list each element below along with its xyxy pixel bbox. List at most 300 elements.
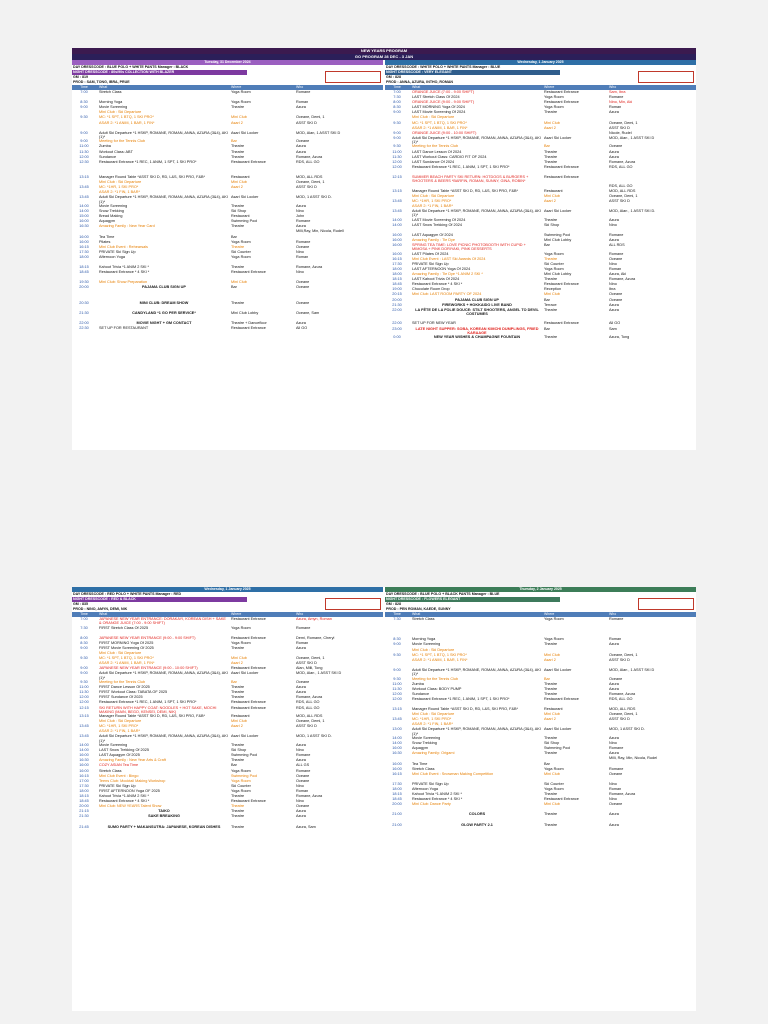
row-where: Theatre bbox=[231, 695, 245, 700]
row-where: Restaurant Entrance bbox=[544, 321, 579, 326]
row-time: 8:00 bbox=[393, 100, 401, 105]
schedule-row bbox=[72, 825, 383, 830]
row-time: 8:30 bbox=[393, 105, 401, 110]
row-time: 11:30 bbox=[392, 686, 402, 691]
day-schedule bbox=[385, 60, 696, 340]
row-where: Swimming Pool bbox=[231, 773, 258, 778]
row-time: 12:00 bbox=[392, 164, 402, 169]
day-dresscode: DAY DRESSCODE : WHITE POLO + WHITE PANTS Manager : BLUE bbox=[386, 65, 501, 69]
row-who: Azura, Amyn, Roman bbox=[296, 617, 332, 621]
row-who: ASST SKI D bbox=[609, 198, 630, 203]
row-who: MOD, 1 ASST SKI D. bbox=[609, 727, 645, 732]
row-time: 19:30 bbox=[79, 280, 89, 285]
row-what: MOVIE NIGHT + GM CONTACT bbox=[136, 321, 192, 326]
row-who: Romane bbox=[296, 753, 311, 758]
row-where: Theatre bbox=[231, 144, 245, 149]
row-what: Amazing Family: Origami bbox=[412, 751, 455, 756]
row-time: 14:00 bbox=[392, 222, 402, 227]
row-where: Mini Club Lobby bbox=[544, 272, 572, 277]
row-where: Yoga Room bbox=[231, 254, 251, 259]
row-time: 18:15 bbox=[392, 792, 402, 797]
row-what: PRIVATE Ski Sign Up bbox=[99, 783, 136, 788]
row-time: 13:15 bbox=[392, 188, 402, 193]
row-time: 18:15 bbox=[79, 794, 89, 798]
row-who: ASST SKI D bbox=[609, 717, 630, 722]
row-time: 18:00 bbox=[392, 267, 402, 271]
row-where: Theatre bbox=[544, 217, 558, 222]
row-what: MC: *1 SPT, 1 BTQ, 1 SKI PRO* bbox=[412, 652, 467, 657]
notes-box bbox=[325, 71, 381, 83]
row-what: Stretch Class bbox=[412, 617, 435, 621]
row-where: Theatre bbox=[231, 824, 245, 829]
row-where: Asari 2 bbox=[544, 717, 556, 722]
row-what: FIRST Movie Screening Of 2025 bbox=[99, 645, 154, 650]
row-time: 21:30 bbox=[79, 814, 89, 819]
row-who: Nino bbox=[609, 797, 617, 802]
row-what: JAPANESE NEW YEAR ENTRANCE (9:00 - 9:00 SHIFT) bbox=[99, 635, 196, 640]
row-who: Roman bbox=[296, 100, 309, 105]
row-where: Theatre bbox=[544, 256, 558, 261]
row-who: Azura bbox=[609, 822, 619, 827]
row-time: 16:00 bbox=[392, 746, 402, 751]
row-what: Amazing Family : New Year Arts & Craft bbox=[99, 758, 166, 763]
row-what: Morning Yoga bbox=[412, 637, 436, 642]
row-where: Yoga Room bbox=[231, 100, 251, 105]
row-who: Romane bbox=[296, 625, 311, 630]
row-time: 23:00 bbox=[392, 326, 402, 331]
row-who: Nino, Min, Aki bbox=[609, 100, 633, 105]
row-what: Zumba bbox=[412, 681, 424, 686]
column-header-where: Where bbox=[544, 85, 555, 89]
row-time: 9:00 bbox=[80, 671, 88, 676]
row-where: Asari 2 bbox=[544, 125, 556, 130]
row-time: 9:30 bbox=[80, 656, 88, 661]
row-where: Restaurant Entrance bbox=[231, 700, 266, 705]
row-who: MOD, ALL RDS bbox=[296, 175, 323, 179]
row-time: 18:15 bbox=[392, 277, 402, 282]
row-what: ORANGE JUICE (9:00 - 9:00 SHIFT) bbox=[412, 100, 475, 105]
row-what: Restaurant Entrance * 4 SKI * bbox=[99, 270, 150, 275]
row-who: Oceane bbox=[296, 680, 310, 685]
row-who: Romane bbox=[609, 251, 624, 256]
row-what: Mini Club: NEW YEARS Talent Show bbox=[99, 804, 162, 809]
row-where: Theatre bbox=[231, 758, 245, 763]
row-what: ASAR 2: *1 FIN, 1 BAR* bbox=[99, 190, 140, 195]
row-time: 13:45 bbox=[392, 198, 402, 203]
row-who: Nino bbox=[296, 799, 304, 804]
row-who: MOD, Alan , 1 ASST SKI D bbox=[296, 671, 342, 676]
row-what: SET UP FOR NEW YEAR bbox=[412, 321, 456, 326]
notes-box bbox=[638, 71, 694, 83]
row-time: 20:00 bbox=[79, 804, 89, 809]
row-where: Theatre + Dancefloor bbox=[231, 321, 267, 326]
row-time: 13:45 bbox=[392, 209, 402, 214]
row-where: Asari 2 bbox=[231, 120, 243, 125]
row-what: Stretch Class bbox=[99, 90, 122, 94]
row-what: LAST Snow Trekking Of 2025 bbox=[99, 748, 149, 753]
row-where: Restaurant bbox=[231, 214, 250, 219]
row-time: 16:00 bbox=[79, 239, 89, 244]
row-what: LAST AFTERNOON Yoga Of 2024 bbox=[412, 267, 471, 271]
row-time: 14:00 bbox=[392, 217, 402, 222]
row-where: Mini Club bbox=[231, 719, 247, 724]
row-who: Azura bbox=[609, 217, 619, 222]
row-who: Nicole, Rudel bbox=[609, 130, 632, 135]
row-time: 12:00 bbox=[392, 696, 402, 701]
row-time: 13:00 bbox=[392, 727, 402, 732]
day-header: Wednesday, 1 January 2025 bbox=[385, 60, 696, 65]
night-dresscode: NIGHT DRESSCODE : 80s/90s COLLECTION WITH BLAZER bbox=[72, 70, 247, 75]
row-who: Azura bbox=[609, 110, 619, 115]
row-where: Bar bbox=[544, 297, 550, 302]
row-who: Romane, Azura bbox=[296, 154, 323, 159]
row-time: 11:00 bbox=[79, 685, 89, 690]
row-where: Restaurant Entrance bbox=[231, 666, 266, 671]
column-header-what: What bbox=[412, 612, 421, 616]
row-where: Theatre bbox=[231, 244, 245, 249]
column-header-who: Who bbox=[609, 85, 617, 89]
row-where: Bar bbox=[231, 285, 237, 290]
row-who: Alan, Milli, Tong bbox=[296, 666, 323, 671]
row-where: Ski Counter bbox=[231, 249, 251, 254]
row-what: Mini Club: Dance Party bbox=[412, 802, 451, 807]
row-time: 12:15 bbox=[392, 175, 402, 179]
row-who: Oceane bbox=[609, 144, 623, 149]
row-who: Oceane bbox=[609, 771, 623, 776]
row-where: Theatre bbox=[544, 642, 558, 647]
row-time: 14:00 bbox=[79, 743, 89, 748]
row-who: Azura bbox=[296, 690, 306, 695]
row-where: Theatre bbox=[544, 686, 558, 691]
row-what: LAST MORNING Yoga Of 2024 bbox=[412, 105, 465, 110]
row-time: 11:00 bbox=[392, 681, 402, 686]
row-who: Romane, Azura bbox=[296, 265, 323, 270]
row-time: 13:45 bbox=[79, 724, 89, 729]
row-where: Theatre bbox=[231, 685, 245, 690]
column-header-who: Who bbox=[609, 612, 617, 616]
row-where: Yoga Room bbox=[544, 95, 564, 100]
row-who: MOD, Alan, 1 ASST SKI D bbox=[296, 130, 341, 135]
row-where: Restaurant Entrance bbox=[231, 617, 266, 621]
row-where: Bar bbox=[231, 139, 237, 144]
row-what: Sundance bbox=[412, 691, 430, 696]
row-what: Mini Club : Ski Departure bbox=[99, 110, 142, 115]
row-who: ASST SKI D bbox=[296, 724, 317, 729]
schedule-row bbox=[72, 131, 383, 140]
row-what: Adult Ski Departure *1 HSKP, ROMANE, ROMAN, ANNA, AZURA (3&4), AKI (1)* bbox=[412, 135, 541, 145]
schedule-row bbox=[385, 308, 696, 317]
row-what: LAST Stretch Class Of 2024 bbox=[412, 95, 460, 100]
row-what: LAST Snow Trekking Of 2024 bbox=[412, 222, 462, 227]
row-what: COLORS bbox=[468, 812, 486, 817]
row-who: Azura, Sam bbox=[296, 824, 316, 829]
row-where: Yoga Room bbox=[544, 766, 564, 771]
row-who: MOD, 1 ASST SKI D. bbox=[296, 734, 332, 739]
row-who: Oceane bbox=[296, 804, 310, 809]
row-time: 7:30 bbox=[80, 625, 88, 630]
row-who: Oceane bbox=[296, 778, 310, 783]
row-what: Kahoot Trivia *1 ANIM 2 SKI * bbox=[99, 794, 150, 798]
row-time: 7:00 bbox=[80, 90, 88, 94]
row-time: 17:00 bbox=[79, 778, 89, 783]
row-time: 21:30 bbox=[79, 310, 89, 315]
row-who: Romane, Azura bbox=[296, 695, 323, 700]
row-time: 7:00 bbox=[80, 617, 88, 621]
row-what: SPRING TEA TIME: LOVE PICNIC PHOTOBOOTH WITH CUPID + MIMOSA + PINK DORIYAKI, PINK DESSERTS bbox=[412, 243, 526, 252]
gm-count: GM : 828 bbox=[386, 602, 401, 606]
row-who: Oceane, Demi, 1 bbox=[609, 193, 638, 198]
row-time: 9:00 bbox=[393, 130, 401, 135]
row-what: LAST Aquagym Of 2025 bbox=[99, 753, 140, 758]
row-where: Asari 2 bbox=[231, 185, 243, 190]
row-what: Manager Round Table *ASST SKI D, RD, L&S, SKI PRO, F&B* bbox=[412, 188, 519, 193]
row-who: Azura bbox=[609, 238, 619, 243]
row-time: 16:00 bbox=[392, 761, 402, 766]
row-what: Adult Ski Departure *1 HSKP, ROMANE, ROMAN, ANNA, AZURA (3&4), AKI (1)* bbox=[99, 195, 228, 204]
row-time: 16:00 bbox=[392, 766, 402, 771]
schedule-row bbox=[385, 175, 696, 184]
schedule-row bbox=[72, 734, 383, 743]
row-who: Azura bbox=[609, 736, 619, 741]
row-time: 8:30 bbox=[80, 640, 88, 645]
row-who: All GO bbox=[296, 326, 308, 331]
row-time: 16:15 bbox=[79, 773, 89, 778]
row-who: All GO bbox=[609, 321, 621, 326]
row-where: Yoga Room bbox=[544, 105, 564, 110]
row-what: LA FÊTE DE LA FOLIE DOUCE: STILT SHOOTERS, ANGEL TO DEVIL COSTUMES bbox=[415, 307, 539, 317]
row-what: LAST Pilates Of 2024 bbox=[412, 251, 449, 256]
night-dresscode: NIGHT DRESSCODE : RED & BLACK bbox=[72, 597, 247, 602]
row-where: Asari Ski Locker bbox=[231, 130, 259, 135]
row-where: Asari Ski Locker bbox=[544, 727, 572, 732]
column-header-where: Where bbox=[231, 85, 242, 89]
row-where: Mini Club Lobby bbox=[544, 238, 572, 243]
row-where: Restaurant Entrance bbox=[231, 326, 266, 331]
row-where: Theatre bbox=[231, 690, 245, 695]
row-who: Romane, Azura bbox=[609, 691, 636, 696]
row-what: Snow Trekking bbox=[99, 209, 124, 214]
row-what: Mini Club: LAST ROOM PARTY OF 2024 bbox=[412, 292, 482, 297]
row-where: Theatre bbox=[544, 159, 558, 164]
row-time: 18:45 bbox=[392, 282, 402, 287]
row-what: JAPANESE NEW YEAR ENTRANCE: DORAKAYI, KOREAN DISH + SAKE & ORANGE JUICE (7:00 - 9:00 SHIFT) bbox=[99, 617, 226, 626]
row-who: MOD, ALL RDS bbox=[609, 188, 636, 193]
row-who: Oceane, Sam bbox=[296, 310, 320, 315]
row-who: Azura bbox=[296, 321, 306, 326]
notes-box bbox=[638, 598, 694, 610]
row-who: Romane bbox=[609, 232, 624, 237]
row-time: 22:00 bbox=[392, 321, 402, 326]
row-time: 11:30 bbox=[79, 690, 89, 695]
row-what: NEW YEAR WISHES & CHAMPAGNE FOUNTAIN bbox=[433, 335, 521, 340]
row-time: 12:00 bbox=[79, 695, 89, 700]
row-who: Nino bbox=[296, 209, 304, 214]
row-where: Mini Club bbox=[544, 652, 560, 657]
day-schedule bbox=[72, 587, 383, 830]
row-where: Yoga Room bbox=[544, 267, 564, 271]
row-what: Afternoon Yoga bbox=[412, 787, 438, 791]
row-where: Bar bbox=[544, 326, 550, 331]
row-what: TAIKO bbox=[158, 809, 170, 814]
row-time: 13:15 bbox=[79, 714, 89, 719]
row-who: Azura bbox=[609, 154, 619, 159]
row-what: JAPANESE NEW YEAR ENTRANCE (9:00 - 10:00 SHIFT) bbox=[99, 666, 198, 671]
row-where: Restaurant Entrance bbox=[544, 282, 579, 287]
row-what: Adult Ski Departure *1 HSKP, ROMANE, ROMAN, ANNA, AZURA (3&4), AKI (1)* bbox=[99, 734, 228, 743]
row-time: 9:00 bbox=[393, 667, 401, 672]
row-what: Mini Club : Ski Departure bbox=[412, 647, 455, 652]
row-who: RDS, ALL GO bbox=[296, 700, 320, 705]
schedule-row bbox=[72, 195, 383, 204]
row-who: Azura bbox=[609, 307, 619, 312]
row-time: 9:30 bbox=[393, 676, 401, 681]
row-where: Ski Shop bbox=[231, 748, 247, 753]
row-where: Theatre bbox=[231, 149, 245, 154]
day-schedule bbox=[72, 60, 383, 340]
row-who: RDS, ALL GO bbox=[609, 696, 633, 701]
row-time: 9:00 bbox=[393, 135, 401, 140]
row-what: LAST Kahoot Trivia Of 2024 bbox=[412, 277, 460, 282]
row-who: Romane, Azura bbox=[296, 794, 323, 798]
row-time: 13:45 bbox=[79, 185, 89, 190]
row-time: 9:00 bbox=[80, 130, 88, 135]
day-schedule bbox=[385, 587, 696, 830]
row-what: Restaurant Entrance * 4 SKI * bbox=[412, 282, 463, 287]
row-where: Mini Club bbox=[231, 180, 247, 185]
row-where: Restaurant bbox=[231, 714, 250, 719]
column-header-where: Where bbox=[544, 612, 555, 616]
row-who: Azura bbox=[296, 685, 306, 690]
row-what: Teens Club: Mocktail Making Workshop bbox=[99, 778, 166, 783]
schedule-row bbox=[385, 209, 696, 218]
row-time: 11:00 bbox=[392, 149, 402, 154]
row-where: Theatre bbox=[544, 822, 558, 827]
row-who: Oceane bbox=[296, 285, 310, 290]
row-who: Nino bbox=[296, 249, 304, 254]
row-time: 14:00 bbox=[79, 748, 89, 753]
row-time: 14:00 bbox=[392, 736, 402, 741]
row-time: 12:15 bbox=[79, 705, 89, 710]
row-who: Nino bbox=[609, 781, 617, 786]
row-where: Asari Ski Locker bbox=[231, 195, 259, 200]
row-what: PRIVATE Ski Sign Up bbox=[412, 781, 449, 786]
row-what: FIRST Workout Class: TABATA OF 2025 bbox=[99, 690, 168, 695]
row-what: Amazing Family : Tie Dye bbox=[412, 238, 456, 243]
row-where: Mini Club bbox=[544, 193, 560, 198]
row-what: LAST Workout Class: CARDIO FIT OF 2024 bbox=[412, 154, 487, 159]
row-who: Roman bbox=[609, 267, 622, 271]
schedule-row bbox=[72, 706, 383, 715]
row-time: 9:30 bbox=[393, 652, 401, 657]
row-time: 12:00 bbox=[79, 154, 89, 159]
row-where: Asari 2 bbox=[544, 198, 556, 203]
row-where: Yoga Room bbox=[231, 788, 251, 793]
row-where: Bar bbox=[544, 676, 550, 681]
schedule-row bbox=[385, 327, 696, 336]
row-who: Azura bbox=[609, 812, 619, 817]
row-who: Roman bbox=[296, 788, 309, 793]
row-where: Theatre bbox=[231, 804, 245, 809]
row-time: 16:30 bbox=[79, 758, 89, 763]
row-what: Mini Club : Ski Departure bbox=[99, 180, 142, 185]
row-who: Azura bbox=[609, 681, 619, 686]
row-what: Adult Ski Departure *1 HSKP, ROMANE, ROMAN, ANNA, AZURA (3&4), AKI (1)* bbox=[99, 130, 228, 140]
row-what: Mini Club Event : Bingo bbox=[99, 773, 139, 778]
row-where: Theatre bbox=[544, 681, 558, 686]
row-time: 16:00 bbox=[79, 753, 89, 758]
row-what: MC: *1HR, 1 SKI PRO* bbox=[99, 185, 139, 190]
schedule-row bbox=[385, 668, 696, 677]
row-where: Yoga Room bbox=[544, 617, 564, 621]
row-what: ORANGE JUICE (7:00 - 9:00 SHIFT) bbox=[412, 90, 475, 94]
row-time: 9:00 bbox=[80, 666, 88, 671]
row-time: 12:00 bbox=[392, 159, 402, 164]
row-who: Nino bbox=[609, 282, 617, 287]
row-time: 18:00 bbox=[79, 254, 89, 259]
day-columns bbox=[72, 60, 696, 340]
row-time: 15:00 bbox=[79, 214, 89, 219]
row-what: Tea Time bbox=[412, 761, 428, 766]
row-who: Azura bbox=[296, 105, 306, 110]
row-where: Restaurant bbox=[544, 707, 563, 712]
row-time: 16:00 bbox=[392, 238, 402, 243]
row-what: Bread Making bbox=[99, 214, 123, 219]
row-time: 13:45 bbox=[392, 717, 402, 722]
row-time: 13:45 bbox=[79, 734, 89, 739]
row-where: Restaurant Entrance bbox=[544, 696, 579, 701]
row-what: Meeting for the Tennis Club bbox=[99, 680, 146, 685]
row-what: Mini Club : Ski Departure bbox=[412, 712, 455, 717]
row-where: Mini Club bbox=[231, 115, 247, 120]
row-who: Azura bbox=[609, 149, 619, 154]
row-who: Oceane, Demi, 1 bbox=[296, 656, 325, 661]
day-header: Wednesday, 1 January 2025 bbox=[72, 587, 383, 592]
row-who: Romane, Azura bbox=[609, 792, 636, 797]
row-who: Demi, Romane, Cheryl bbox=[296, 635, 335, 640]
column-header-time: Time bbox=[393, 85, 401, 89]
row-time: 9:00 bbox=[393, 110, 401, 115]
row-time: 9:00 bbox=[80, 139, 88, 144]
row-who: Nino bbox=[296, 783, 304, 788]
row-time: 21:30 bbox=[392, 302, 402, 307]
production-team: PROD : ANNA, AZURA, INTHO, ROMAN bbox=[386, 80, 454, 84]
row-time: 16:15 bbox=[392, 771, 402, 776]
row-time: 7:30 bbox=[393, 617, 401, 621]
row-time: 18:00 bbox=[392, 272, 402, 277]
row-where: Swimming Pool bbox=[231, 753, 258, 758]
row-where: Mini Club Lobby bbox=[231, 310, 259, 315]
row-who: Oceane bbox=[296, 244, 310, 249]
row-where: Theatre bbox=[231, 224, 245, 229]
row-who: John bbox=[296, 214, 305, 219]
row-where: Restaurant Entrance bbox=[544, 100, 579, 105]
row-where: Theatre bbox=[231, 809, 245, 814]
row-who: Oceane, Demi, 1 bbox=[609, 652, 638, 657]
row-time: 11:00 bbox=[79, 144, 89, 149]
row-where: Bar bbox=[544, 761, 550, 766]
row-what: PRIVATE Ski Sign Up bbox=[99, 249, 136, 254]
day-dresscode: DAY DRESSCODE : BLUE POLO + BLACK PANTS Manager : BLUE bbox=[386, 592, 500, 596]
row-time: 14:00 bbox=[392, 741, 402, 746]
row-where: Mini Club bbox=[544, 771, 560, 776]
row-who: Azura bbox=[296, 743, 306, 748]
row-who: Roman bbox=[296, 640, 309, 645]
row-who: Oceane, Demi, 1 bbox=[296, 180, 325, 185]
row-where: Restaurant Entrance bbox=[231, 705, 266, 710]
row-what: Manager Round Table *ASST SKI D, RD, L&S, SKI PRO, F&B* bbox=[99, 714, 206, 719]
row-where: Restaurant Entrance bbox=[544, 164, 579, 169]
row-time: 8:30 bbox=[393, 637, 401, 642]
